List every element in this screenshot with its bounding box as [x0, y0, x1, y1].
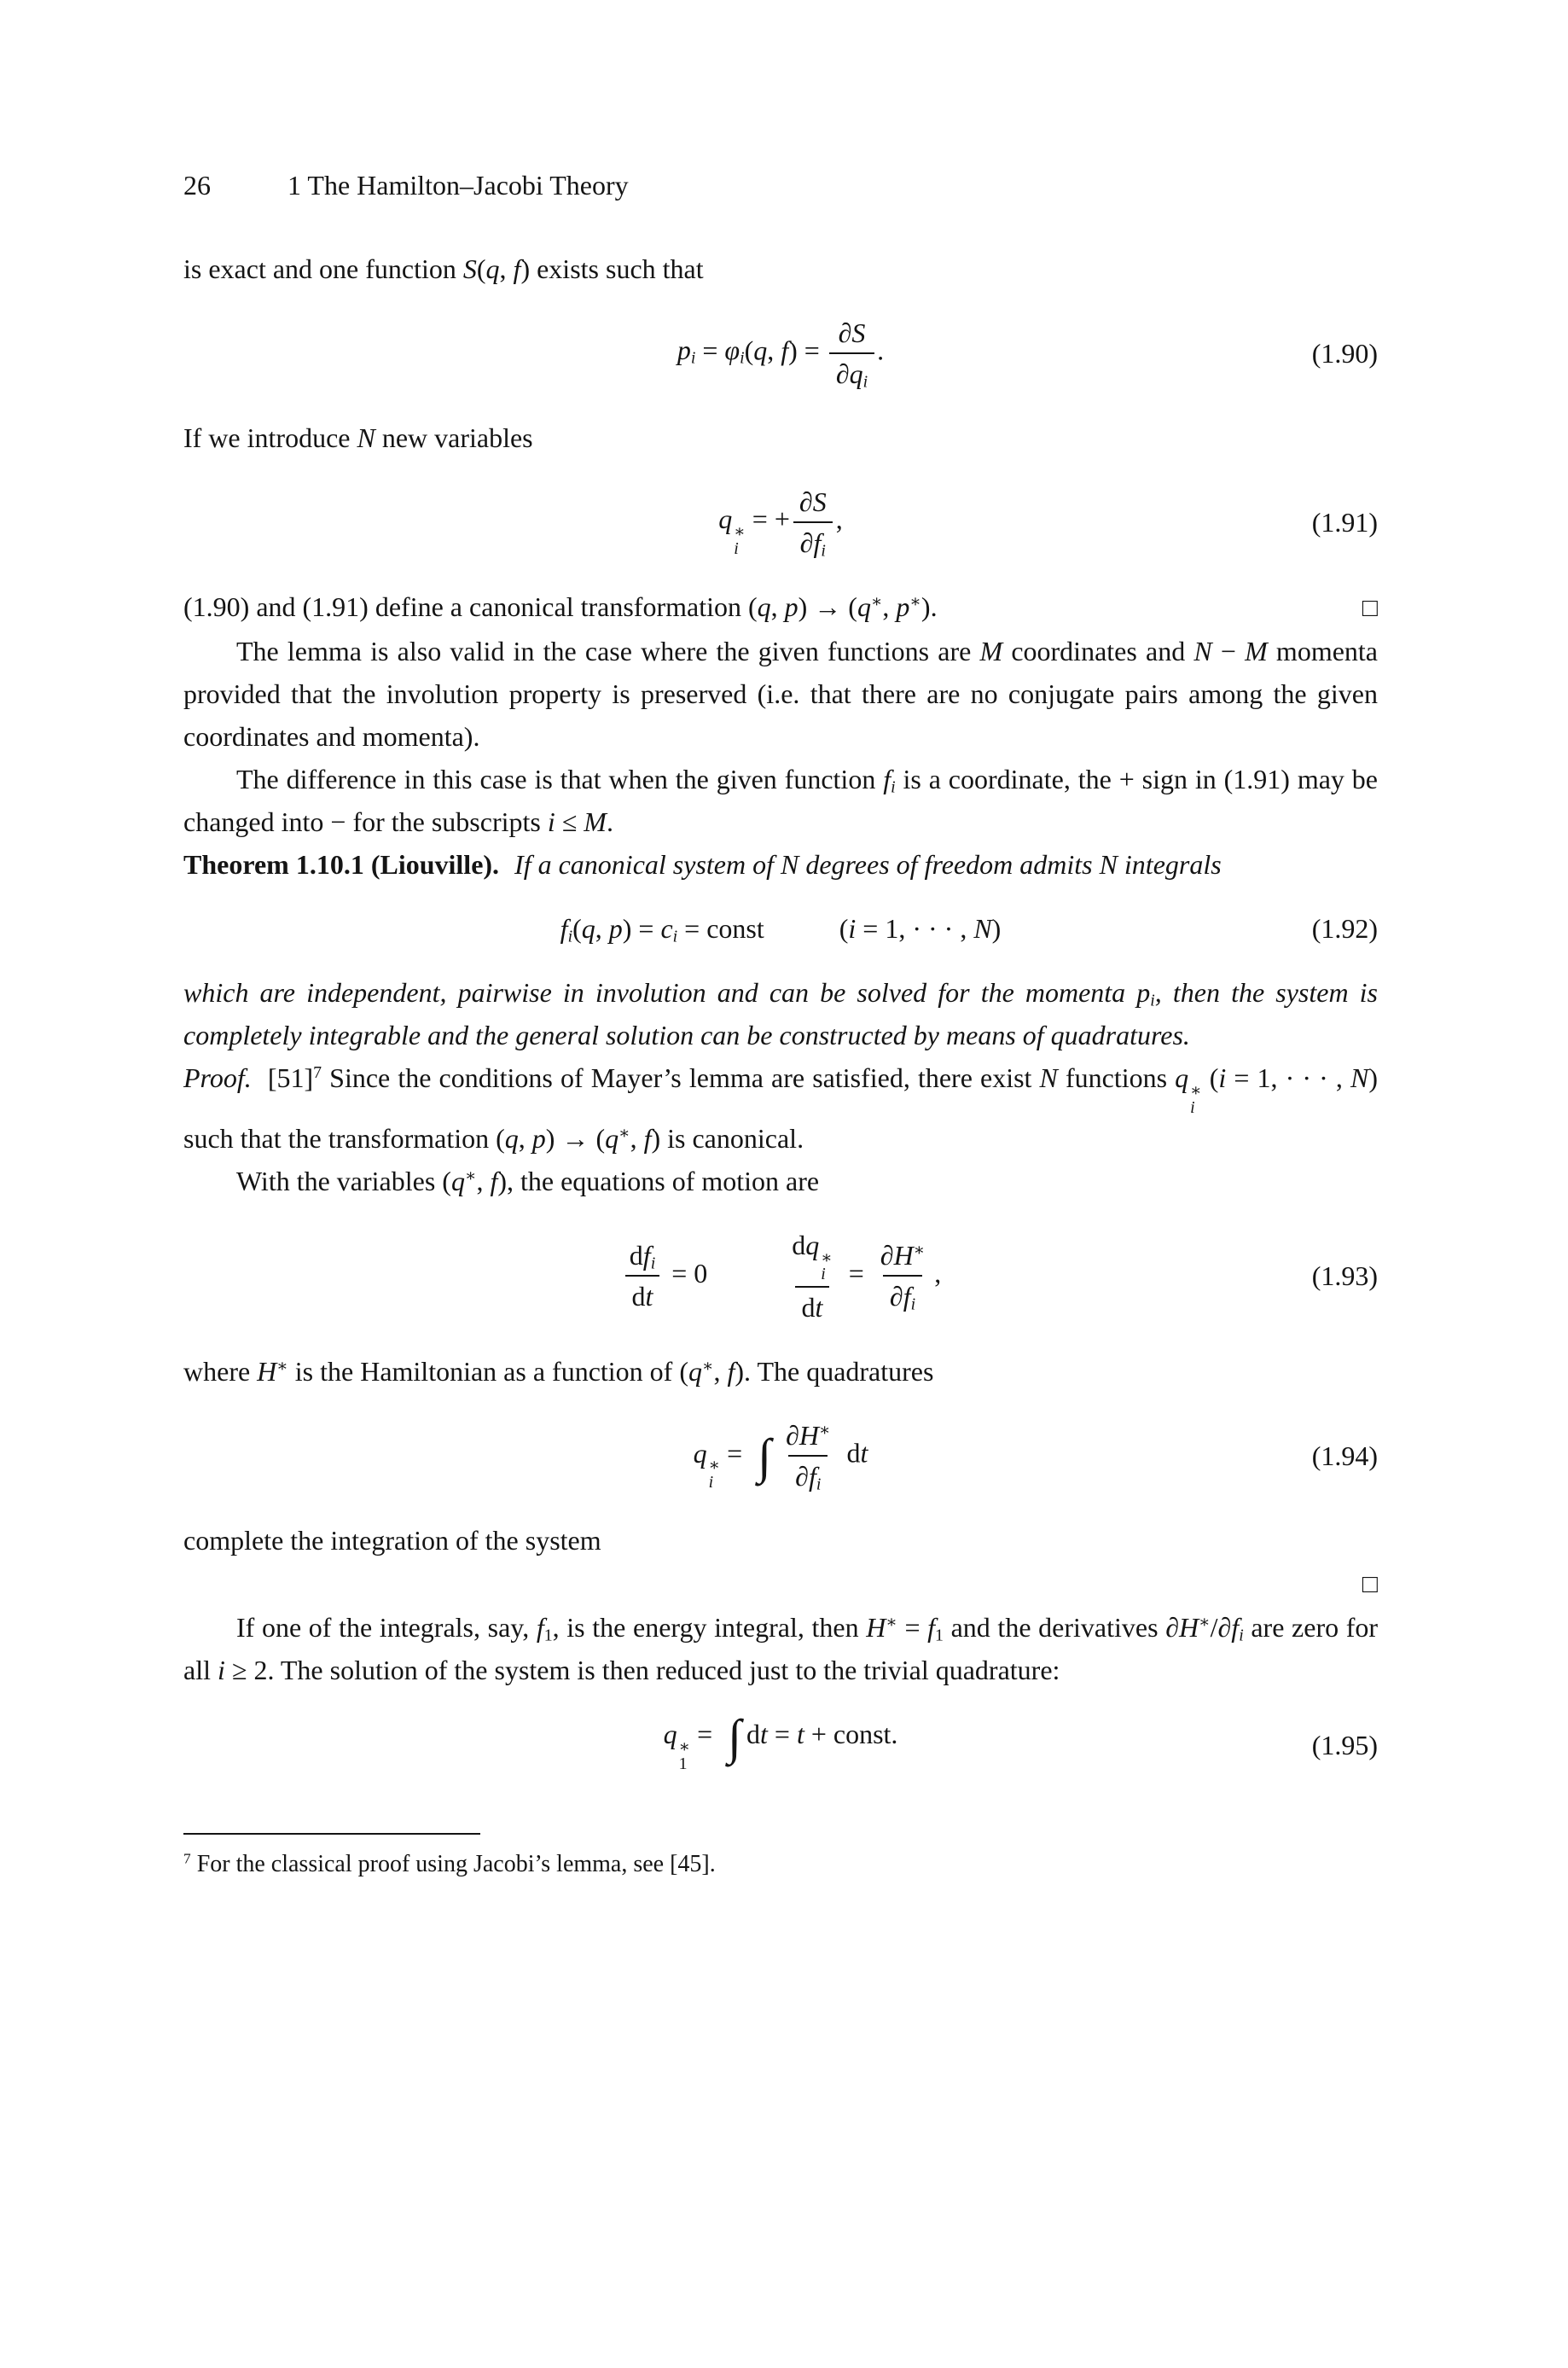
fraction	[623, 1238, 662, 1313]
equation-number: (1.91)	[1311, 507, 1378, 538]
paragraph-energy-integral: If one of the integrals, say, $f_1$, is the energy integral, then $H^∗ = f_1$ and the derivatives $\partial H^∗/\partial f_i$ are zero for all i ≥ 2. The solution of the system is then reduced just to the trivial quadrature:	[183, 1612, 1379, 1686]
fraction-numerator: dq ∗ i	[792, 1229, 833, 1284]
fraction-numerator: ∂H∗	[786, 1420, 831, 1452]
fraction-denominator: $\partial q_i$	[829, 352, 874, 391]
footnote-rule	[183, 1833, 480, 1835]
qed-box: □	[1362, 594, 1378, 622]
qed-box: □	[1362, 1570, 1378, 1599]
equation-body	[694, 1418, 868, 1493]
theorem-statement: If a canonical system of N degrees of freedom admits N integrals	[514, 849, 1222, 880]
equation-1-95	[183, 1709, 1378, 1773]
footnote-marker: 7	[183, 1850, 191, 1867]
chapter-title: 1 The Hamilton–Jacobi Theory	[287, 170, 629, 201]
equation-lhs: q ∗ i =	[693, 1437, 750, 1492]
equation-body	[718, 485, 842, 560]
paragraph-difference: The difference in this case is that when the given function $f_i$ is a coordinate, the + sign in (1.91) may be changed into − for the subscripts i ≤ M.	[183, 764, 1379, 837]
footnote-text: For the classical proof using Jacobi’s lemma, see [45].	[196, 1850, 716, 1877]
equation-tail: dt	[839, 1437, 868, 1469]
qed-row	[183, 1562, 1378, 1606]
fraction-denominator: $\partial f_i$	[883, 1275, 922, 1313]
equation-mid: =	[841, 1257, 871, 1289]
fraction-denominator: $\partial f_i$	[793, 521, 833, 560]
equation-number: (1.92)	[1311, 913, 1378, 944]
paragraph-complete: complete the integration of the system	[183, 1525, 601, 1556]
equation-1-93	[183, 1228, 1378, 1325]
paragraph-intro: is exact and one function S(q, f) exists such that	[183, 253, 704, 284]
equation-body	[560, 911, 1002, 945]
paragraph-lemma: The lemma is also valid in the case where the given functions are M coordinates and N − M momenta provided that the involution property is preserved (i.e. that there are no conjugate pairs among the given coordinates and momenta).	[183, 636, 1379, 752]
fraction-numerator: $df_i$	[629, 1240, 656, 1273]
equation-condition: (i = 1, · · · , N)	[839, 913, 1002, 944]
paragraph-canonical-text: (1.90) and (1.91) define a canonical transformation (q, p) → (q∗, p∗).	[183, 591, 938, 622]
fraction	[779, 1418, 837, 1493]
equation-number: (1.94)	[1311, 1440, 1378, 1472]
equation-body	[663, 1709, 898, 1773]
equation-main: $f_i(q$, $p) = c_i$ = const	[560, 913, 764, 946]
footnote	[183, 1848, 1378, 1881]
equation-body	[677, 316, 884, 391]
equation-tail: ,	[835, 503, 843, 535]
paragraph-where: where H∗ is the Hamiltonian as a function of (q∗, f). The quadratures	[183, 1356, 934, 1388]
page-header	[183, 164, 1378, 207]
proof-paragraph	[183, 1056, 1378, 1160]
fraction	[793, 485, 833, 560]
equation-1-91	[183, 485, 1378, 560]
footnote-area	[183, 1833, 1378, 1881]
equation-number: (1.90)	[1311, 338, 1378, 369]
theorem-statement-continued: which are independent, pairwise in involution and can be solved for the momenta $p_i$, then the system is completely integrable and the general solution can be constructed by means of quadratures.	[183, 977, 1379, 1050]
equation-tail: ,	[934, 1257, 942, 1289]
fraction-denominator: dt	[625, 1275, 660, 1313]
fraction-numerator: ∂H∗	[880, 1240, 926, 1271]
page-content	[183, 164, 1378, 1881]
proof-heading: Proof.	[183, 1062, 252, 1093]
fraction-denominator: $\partial f_i$	[788, 1455, 828, 1493]
theorem-heading: Theorem 1.10.1 (Liouville).	[183, 849, 500, 880]
equation-body	[620, 1228, 941, 1325]
fraction	[829, 316, 874, 391]
equation-mid: = 0	[665, 1257, 708, 1289]
integral-sign: ∫	[758, 1428, 772, 1484]
equation-tail: .	[877, 335, 885, 366]
integral-sign: ∫	[728, 1709, 741, 1766]
theorem-liouville	[183, 843, 1378, 886]
equation-1-94	[183, 1418, 1378, 1493]
equation-1-90	[183, 316, 1378, 391]
paragraph-introduce: If we introduce N new variables	[183, 422, 533, 453]
paragraph-with-variables: With the variables (q∗, f), the equations of motion are	[236, 1165, 820, 1196]
equation-number: (1.93)	[1311, 1260, 1378, 1292]
paragraph-canonical	[183, 585, 1378, 630]
equation-lhs: q ∗ 1 =	[663, 1719, 720, 1773]
equation-lhs: $p_i = \varphi_i(q$, f) =	[677, 335, 827, 368]
fraction-denominator: dt	[795, 1286, 830, 1324]
fraction-numerator: ∂S	[838, 317, 866, 348]
equation-lhs: q ∗ i = +	[718, 503, 790, 559]
proof-text: $[51]^7$ Since the conditions of Mayer’s lemma are satisfied, there exist N functions q ∗ i (i = 1, · · · , N) such that the transformation (q, p) → (q∗, f) is canonical.	[183, 1062, 1379, 1154]
fraction	[785, 1228, 839, 1325]
equation-rhs: dt = t + const.	[746, 1719, 898, 1750]
fraction	[874, 1238, 932, 1313]
page-number: 26	[183, 170, 211, 201]
fraction-numerator: ∂S	[799, 486, 827, 517]
equation-number: (1.95)	[1311, 1729, 1378, 1760]
equation-1-92	[183, 911, 1378, 945]
